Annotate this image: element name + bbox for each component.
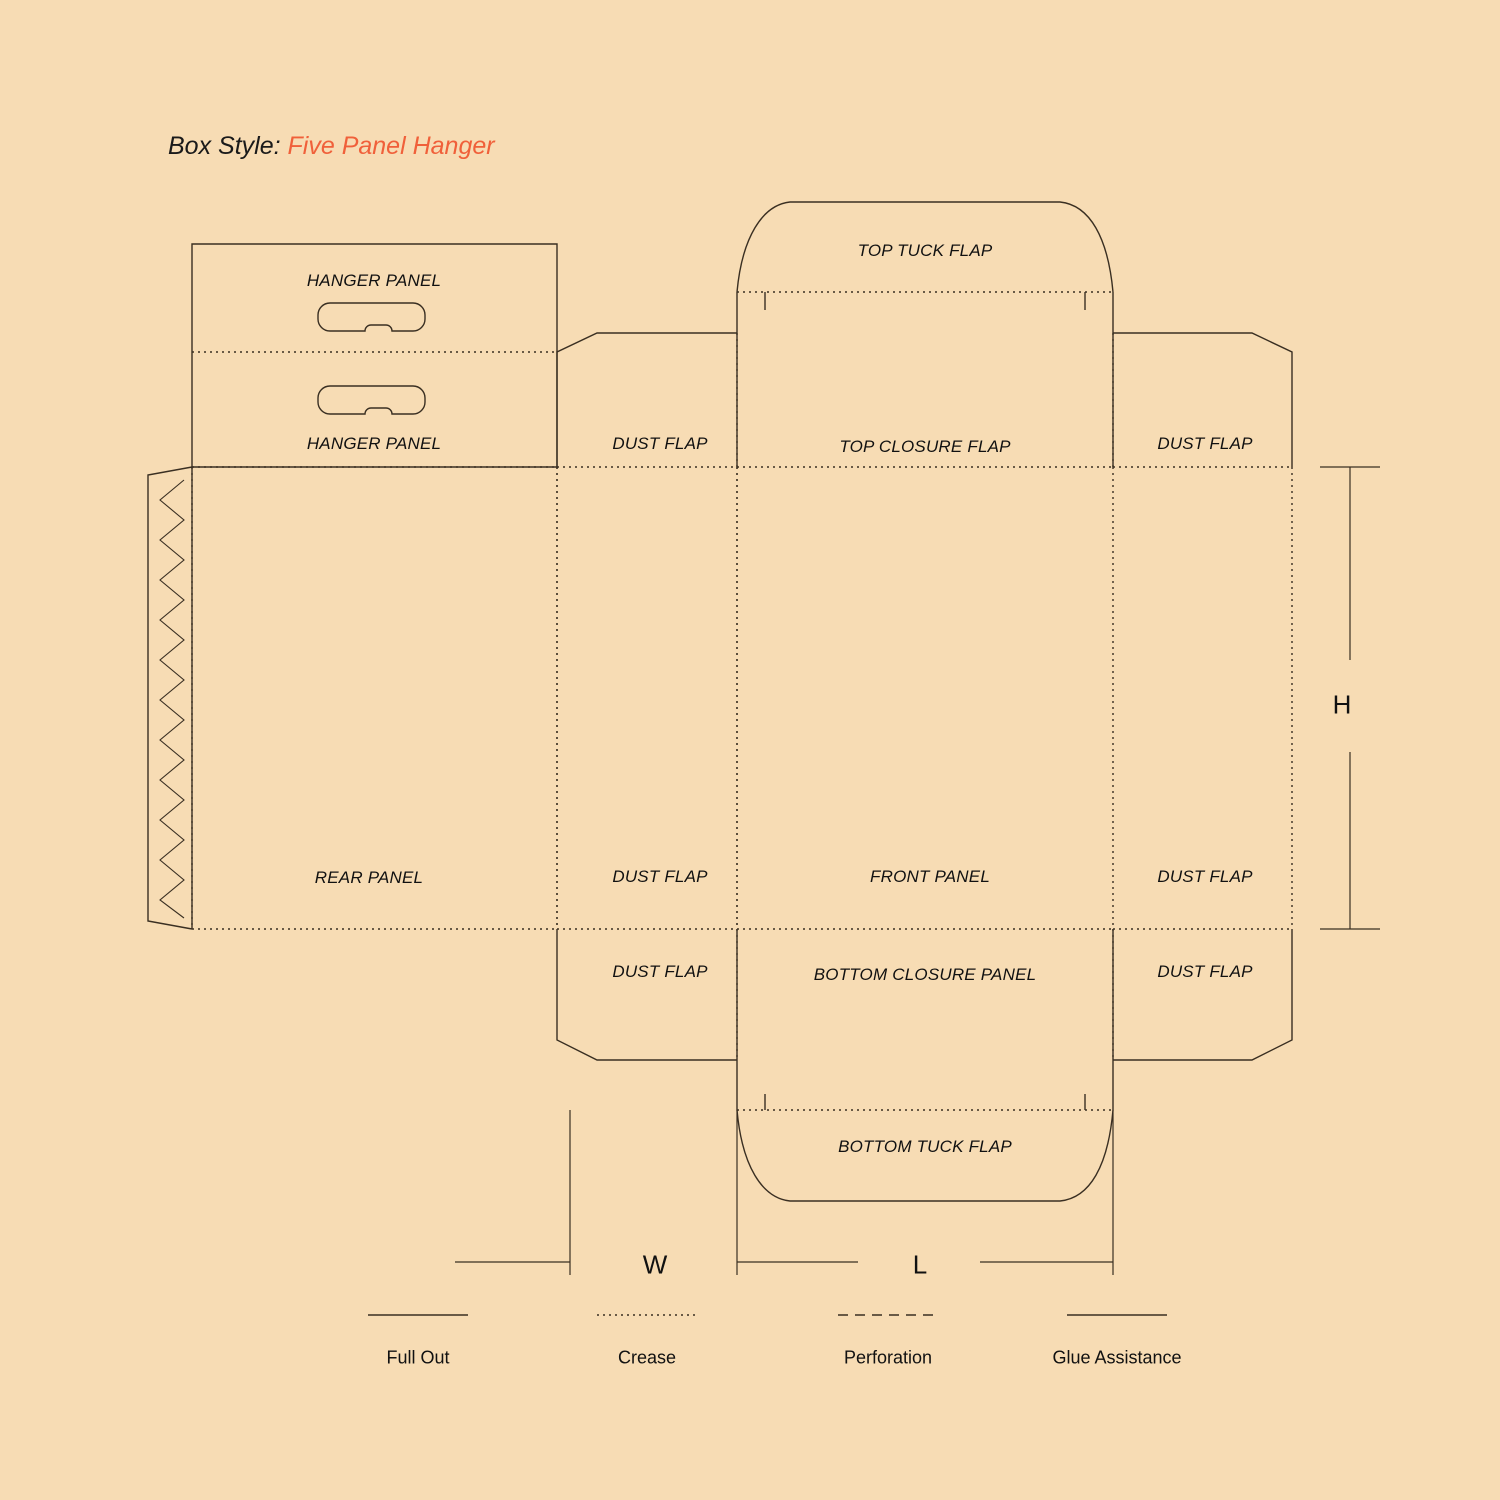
dust-flap-body-left bbox=[557, 467, 737, 929]
page-title-prefix: Box Style: bbox=[168, 132, 281, 160]
glue-assistance-zigzag bbox=[160, 480, 184, 918]
glue-flap-group bbox=[148, 467, 192, 929]
panel-label-bottom-closure-panel: BOTTOM CLOSURE PANEL bbox=[813, 965, 1037, 984]
panel-label-bottom-tuck-flap: BOTTOM TUCK FLAP bbox=[838, 1137, 1012, 1156]
front-panel-group bbox=[737, 467, 1113, 929]
dust-flap-bottom-right-outline bbox=[1113, 929, 1292, 1060]
legend-label-perforation: Perforation bbox=[843, 1347, 933, 1368]
panel-label-dust-flap-bottom-left: DUST FLAP bbox=[612, 962, 708, 981]
legend-label-crease: Crease bbox=[617, 1347, 677, 1368]
dust-flap-bottom-left-outline bbox=[557, 929, 737, 1060]
panel-label-top-closure-flap: TOP CLOSURE FLAP bbox=[839, 437, 1011, 456]
rear-panel-group bbox=[192, 467, 557, 929]
page-title-style-name: Five Panel Hanger bbox=[287, 132, 495, 160]
dimension-label-height: H bbox=[1332, 689, 1352, 720]
glue-flap-outline bbox=[148, 467, 192, 929]
panel-label-hanger-panel-upper: HANGER PANEL bbox=[306, 271, 442, 290]
dust-flap-bottom-right bbox=[1113, 929, 1292, 1060]
panel-label-dust-flap-bottom-right: DUST FLAP bbox=[1157, 962, 1253, 981]
legend-label-glue-assistance: Glue Assistance bbox=[1052, 1347, 1182, 1368]
hang-hole-upper bbox=[318, 303, 425, 331]
dimension-label-length: L bbox=[912, 1249, 928, 1280]
panel-label-hanger-panel-lower: HANGER PANEL bbox=[306, 434, 442, 453]
panel-label-front-panel: FRONT PANEL bbox=[870, 867, 990, 886]
bottom-closure-panel-group bbox=[737, 929, 1113, 1110]
panel-label-dust-flap-top-right: DUST FLAP bbox=[1157, 434, 1253, 453]
panel-label-rear-panel: REAR PANEL bbox=[314, 868, 424, 887]
panel-label-dust-flap-mid-right: DUST FLAP bbox=[1157, 867, 1253, 886]
legend-label-full-out: Full Out bbox=[386, 1347, 450, 1368]
panel-label-dust-flap-top-left: DUST FLAP bbox=[612, 434, 708, 453]
dimension-label-width: W bbox=[642, 1249, 668, 1280]
panel-label-dust-flap-mid-left: DUST FLAP bbox=[612, 867, 708, 886]
panel-label-top-tuck-flap: TOP TUCK FLAP bbox=[857, 241, 993, 260]
hang-hole-lower bbox=[318, 386, 425, 414]
dust-flap-bottom-left bbox=[557, 929, 737, 1060]
